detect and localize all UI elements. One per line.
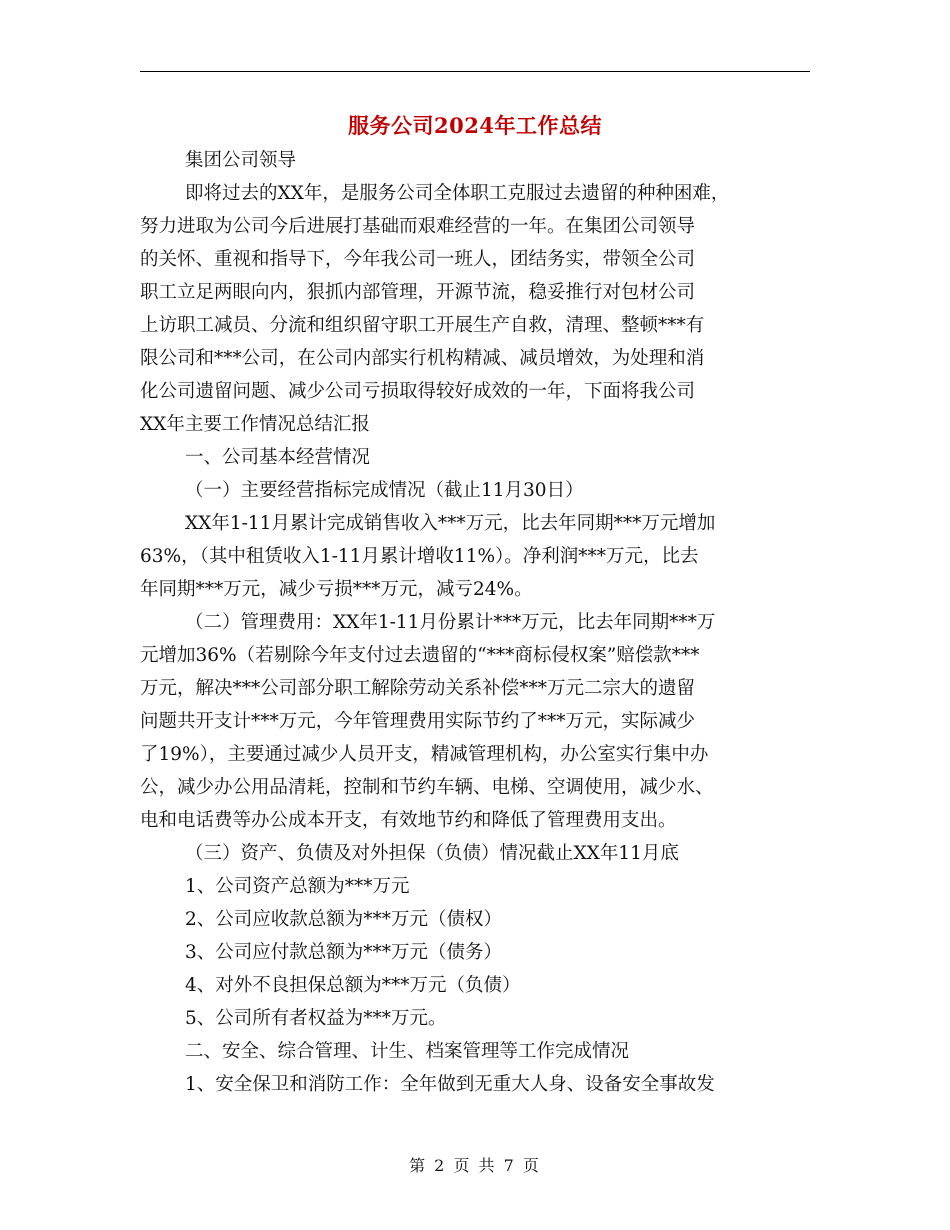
text-line: 努力进取为公司今后进展打基础而艰难经营的一年。在集团公司领导 [140, 216, 696, 237]
text-line: 5、公司所有者权益为***万元。 [185, 1008, 447, 1029]
text-line: 4、对外不良担保总额为***万元（负债） [185, 975, 521, 996]
text-line: 化公司遗留问题、减少公司亏损取得较好成效的一年，下面将我公司 [140, 381, 696, 402]
page-number: 第 2 页 共 7 页 [409, 1156, 541, 1175]
document-title: 服务公司2024年工作总结 [348, 113, 602, 138]
text-line: 2、公司应收款总额为***万元（债权） [185, 909, 503, 930]
text-line: （三）资产、负债及对外担保（负债）情况截止XX年11月底 [185, 843, 679, 864]
text-line: 1、安全保卫和消防工作：全年做到无重大人身、设备安全事故发 [185, 1074, 715, 1095]
text-line: 63%，（其中租赁收入1-11月累计增收11%）。净利润***万元，比去 [140, 546, 699, 567]
text-line: 电和电话费等办公成本开支，有效地节约和降低了管理费用支出。 [140, 810, 677, 831]
text-line: 年同期***万元，减少亏损***万元，减亏24%。 [140, 579, 533, 600]
text-line: 二、安全、综合管理、计生、档案管理等工作完成情况 [185, 1041, 630, 1062]
text-line: （一）主要经营指标完成情况（截止11月30日） [185, 480, 584, 501]
text-line: 公，减少办公用品清耗，控制和节约车辆、电梯、空调使用，减少水、 [140, 777, 714, 798]
text-line: 职工立足两眼向内，狠抓内部管理，开源节流，稳妥推行对包材公司 [140, 282, 696, 303]
text-line: 3、公司应付款总额为***万元（债务） [185, 942, 503, 963]
text-line: （二）管理费用：XX年1-11月份累计***万元，比去年同期***万 [185, 612, 716, 633]
text-line: XX年1-11月累计完成销售收入***万元，比去年同期***万元增加 [185, 513, 716, 534]
text-line: 了19%），主要通过减少人员开支，精减管理机构，办公室实行集中办 [140, 744, 709, 765]
text-line: 1、公司资产总额为***万元 [185, 876, 410, 897]
text-line: 一、公司基本经营情况 [185, 447, 371, 468]
text-line: 限公司和***公司，在公司内部实行机构精减、减员增效，为处理和消 [140, 348, 705, 369]
header-rule [140, 71, 810, 72]
text-line: 的关怀、重视和指导下，今年我公司一班人，团结务实，带领全公司 [140, 249, 696, 270]
text-line: 元增加36%（若剔除今年支付过去遗留的“***商标侵权案”赔偿款*** [140, 645, 700, 666]
text-line: 问题共开支计***万元，今年管理费用实际节约了***万元，实际减少 [140, 711, 696, 732]
document-body [140, 144, 810, 1101]
text-line: 即将过去的XX年，是服务公司全体职工克服过去遗留的种种困难， [185, 183, 730, 204]
text-line: 万元，解决***公司部分职工解除劳动关系补偿***万元二宗大的遗留 [140, 678, 696, 699]
text-line: 上访职工减员、分流和组织留守职工开展生产自救，清理、整顿***有 [140, 315, 705, 336]
text-line: XX年主要工作情况总结汇报 [140, 414, 370, 435]
text-line: 集团公司领导 [185, 150, 297, 171]
